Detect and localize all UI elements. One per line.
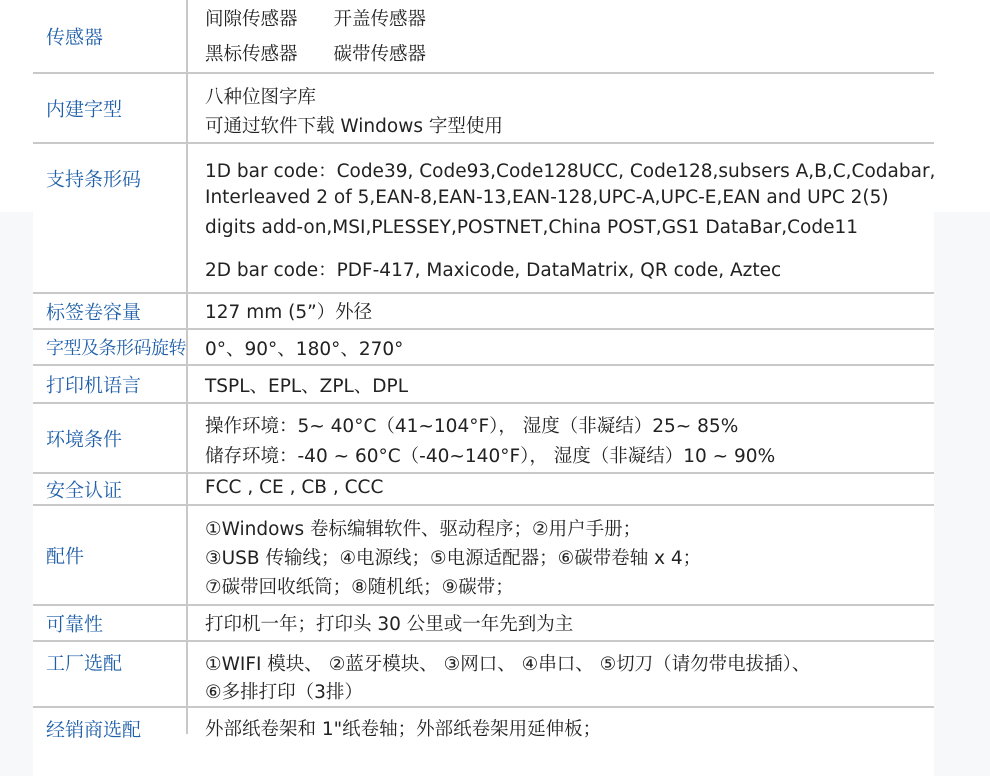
- row-label: 安全认证: [46, 479, 123, 502]
- content-line: 2D bar code：PDF-417, Maxicode, DataMatrix, QR code, Aztec: [205, 260, 782, 281]
- content-line: ⑥多排打印（3排）: [205, 682, 363, 703]
- row-label: 经销商选配: [46, 719, 142, 741]
- content-line: 间隙传感器 开盖传感器: [205, 9, 427, 30]
- spec-row-barcodes: [33, 144, 934, 294]
- row-label: 字型及条形码旋转: [46, 338, 186, 359]
- content-line: 储存环境：-40 ~ 60°C（-40~140°F）， 湿度（非凝结）10 ~ 90%: [205, 446, 776, 467]
- content-line: 操作环境：5~ 40°C（41~104°F）， 湿度（非凝结）25~ 85%: [205, 416, 739, 437]
- content-line: Interleaved 2 of 5,EAN-8,EAN-13,EAN-128,UPC-A,UPC-E,EAN and UPC 2(5): [205, 187, 889, 208]
- spec-row-accessories: [33, 506, 934, 606]
- content-line: 八种位图字库: [205, 87, 317, 108]
- content-line: FCC , CE , CB , CCC: [205, 477, 384, 498]
- row-label: 可靠性: [46, 613, 104, 636]
- content-line: ③USB 传输线；④电源线；⑤电源适配器；⑥碳带卷轴 x 4；: [205, 548, 702, 569]
- content-line: 1D bar code：Code39, Code93,Code128UCC, Code128,subsers A,B,C,Codabar,: [205, 161, 936, 182]
- content-line: 外部纸卷架和 1"纸卷轴；外部纸卷架用延伸板；: [205, 719, 602, 740]
- row-label: 内建字型: [46, 98, 123, 121]
- spec-row-reliability: [33, 606, 934, 642]
- spec-row-roll-capacity: [33, 294, 934, 330]
- content-line: TSPL、EPL、ZPL、DPL: [205, 376, 409, 397]
- spec-row-sensors: [33, 0, 934, 74]
- content-line: 可通过软件下载 Windows 字型使用: [205, 116, 503, 137]
- row-label: 环境条件: [46, 428, 123, 451]
- spec-row-certification: [33, 474, 934, 506]
- content-line: digits add-on,MSI,PLESSEY,POSTNET,China POST,GS1 DataBar,Code11: [205, 217, 859, 238]
- spec-row-printer-language: [33, 366, 934, 404]
- spec-table: [33, 0, 934, 776]
- spec-row-rotation: [33, 330, 934, 366]
- content-line: ①WIFI 模块、 ②蓝牙模块、 ③网口、 ④串口、 ⑤切刀（请勿带电拔插）、: [205, 654, 811, 675]
- content-line: 打印机一年；打印头 30 公里或一年先到为主: [205, 614, 574, 635]
- spec-row-dealer-options: [33, 708, 934, 744]
- spec-row-factory-options: [33, 642, 934, 708]
- content-line: 黑标传感器 碳带传感器: [205, 44, 427, 65]
- content-line: 127 mm (5”）外径: [205, 302, 373, 323]
- spec-row-environment: [33, 404, 934, 474]
- spec-row-fonts: [33, 74, 934, 144]
- content-line: 0°、90°、180°、270°: [205, 339, 404, 360]
- content-line: ①Windows 卷标编辑软件、驱动程序；②用户手册；: [205, 519, 642, 540]
- row-label: 传感器: [46, 26, 104, 49]
- row-label: 支持条形码: [46, 168, 142, 191]
- row-label: 工厂选配: [46, 652, 123, 675]
- row-label: 配件: [46, 545, 85, 568]
- content-line: ⑦碳带回收纸筒；⑧随机纸；⑨碳带；: [205, 577, 514, 598]
- row-label: 标签卷容量: [46, 301, 142, 324]
- row-label: 打印机语言: [46, 374, 142, 397]
